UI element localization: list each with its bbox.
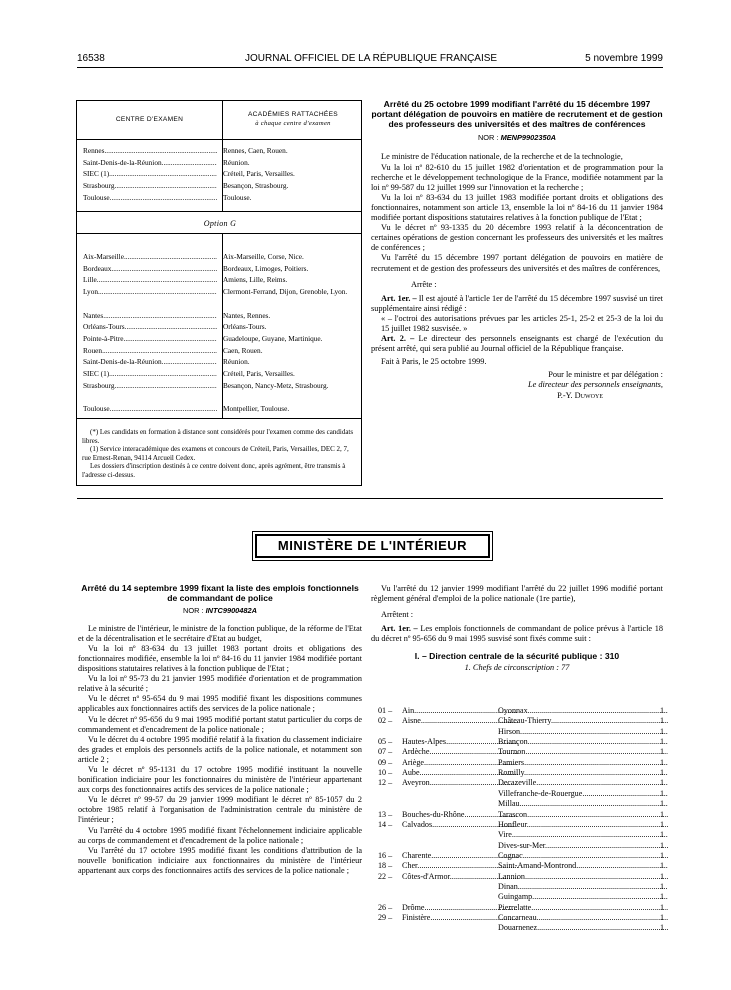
city: Tarascon ..... bbox=[498, 810, 668, 820]
department-number: 09 – bbox=[378, 757, 393, 767]
department-name: Ariège ..... bbox=[402, 758, 518, 768]
exam-centre: Lyon ..... bbox=[83, 287, 217, 297]
option-label: Option G bbox=[203, 219, 237, 228]
arrete-2-paragraph: Vu le décret nº 99-57 du 29 janvier 1999 modifiant le décret nº 85-1057 du 2 octobre 1985 relatif à l'organisation de l'administration centrale du ministère de l'intérieur ; bbox=[78, 795, 362, 825]
exam-centre: Saint-Denis-de-la-Réunion ..... bbox=[83, 357, 217, 367]
post-count: 1 bbox=[659, 881, 664, 891]
department-name: Drôme ..... bbox=[402, 903, 518, 913]
academies: Besançon, Nancy-Metz, Strasbourg. bbox=[223, 380, 329, 390]
table-note-3: Les dossiers d'inscription destinés à ce centre doivent donc, après agrément, être transmis à l'adresse ci-dessus. bbox=[82, 462, 346, 479]
arrete-1 bbox=[371, 100, 663, 401]
post-count: 1 bbox=[659, 913, 664, 922]
arrete-2 bbox=[78, 584, 362, 876]
arrete-1-pour: Pour le ministre et par délégation : bbox=[548, 370, 663, 380]
arrete-2-paragraph: Vu le décret nº 95-1131 du 17 octobre 1995 modifié instituant la nouvelle bonification indiciaire pour les fonctionnaires du ministère de l'intérieur appartenant aux corps des fonctionnaires actifs des services de la police nationale ; bbox=[78, 765, 362, 795]
table-row bbox=[83, 334, 355, 344]
page-header bbox=[77, 53, 663, 68]
table-row bbox=[83, 287, 355, 297]
academies: Réunion. bbox=[223, 357, 250, 367]
exam-centre: Bordeaux ..... bbox=[83, 264, 217, 274]
post-count: 1 bbox=[659, 757, 664, 767]
city: Briançon ..... bbox=[498, 737, 668, 747]
arrete-2-art1-label: Art. 1er. – bbox=[381, 624, 418, 634]
table-row bbox=[83, 311, 355, 321]
page-number: 16538 bbox=[77, 53, 105, 64]
department-name: Aisne ..... bbox=[402, 716, 518, 726]
exam-centre: Pointe-à-Pitre ..... bbox=[83, 334, 217, 344]
academies: Guadeloupe, Guyane, Martinique. bbox=[223, 333, 323, 343]
city: Villefranche-de-Rouergue ..... bbox=[498, 789, 668, 799]
table-row bbox=[83, 369, 355, 379]
ministere-heading: MINISTÈRE DE L'INTÉRIEUR bbox=[255, 534, 490, 558]
exam-centre: Rouen ..... bbox=[83, 346, 217, 356]
post-count: 1 bbox=[659, 840, 664, 850]
department-name: Côtes-d'Armor ..... bbox=[402, 872, 518, 882]
city: Concarneau ..... bbox=[498, 913, 668, 923]
academies: Toulouse. bbox=[223, 192, 252, 202]
arrete-2-paragraph: Vu l'arrêté du 17 octobre 1995 modifié fixant les conditions d'attribution de la nouvelle bonification indiciaire aux fonctionnaires du ministère de l'intérieur appartenant aux corps des fonctionnaires actifs des services de la police nationale ; bbox=[78, 845, 362, 875]
department-name: Ain ..... bbox=[402, 706, 518, 716]
table-row bbox=[83, 264, 355, 274]
table-row bbox=[83, 158, 355, 168]
table-row bbox=[83, 146, 355, 156]
department-number: 29 – bbox=[378, 913, 393, 922]
department-number: 16 – bbox=[378, 850, 393, 860]
department-number: 01 – bbox=[378, 706, 393, 715]
academies: Besançon, Strasbourg. bbox=[223, 181, 289, 191]
arrete-2-paragraph: Vu le décret nº 95-654 du 9 mai 1995 modifié fixant les dispositions communes applicables aux fonctionnaires actifs des services de la police nationale ; bbox=[78, 694, 362, 714]
post-count: 1 bbox=[659, 716, 664, 726]
table-row bbox=[83, 252, 355, 262]
city: Honfleur ..... bbox=[498, 820, 668, 830]
table-row bbox=[83, 357, 355, 367]
department-name: Cher ..... bbox=[402, 861, 518, 871]
exam-centre: Orléans-Tours ..... bbox=[83, 322, 217, 332]
arrete-2-continued bbox=[371, 584, 663, 673]
city: Dinan ..... bbox=[498, 882, 668, 892]
exam-centre: Lille ..... bbox=[83, 275, 217, 285]
department-name: Calvados ..... bbox=[402, 820, 518, 830]
department-number: 18 – bbox=[378, 861, 393, 871]
exam-centre: Strasbourg ..... bbox=[83, 181, 217, 191]
post-count: 1 bbox=[659, 819, 664, 829]
department-name: Aveyron ..... bbox=[402, 778, 518, 788]
arrete-2-nor: NOR : INTC9900482A bbox=[183, 605, 257, 615]
post-count: 1 bbox=[659, 871, 664, 881]
post-count: 1 bbox=[659, 850, 664, 860]
department-number: 13 – bbox=[378, 809, 393, 819]
department-number: 22 – bbox=[378, 871, 393, 881]
department-name: Finistère ..... bbox=[402, 913, 518, 923]
table-note-1: (*) Les candidats en formation à distance sont considérés pour l'examen comme des candidats libres. bbox=[82, 428, 354, 445]
table-row bbox=[83, 322, 355, 332]
section-divider bbox=[77, 498, 663, 499]
arrete-2-section: I. – Direction centrale de la sécurité publique : 310 bbox=[414, 651, 620, 662]
arrete-2-paragraph: Vu le décret du 4 octobre 1995 modifié relatif à la fixation du classement indiciaire des grades et emplois des personnels actifs de la police nationale, et notamment son article 2 ; bbox=[78, 734, 362, 764]
exam-centre: Strasbourg ..... bbox=[83, 381, 217, 391]
exam-centre: SIEC (1) ..... bbox=[83, 169, 217, 179]
exam-centre: Toulouse ..... bbox=[83, 404, 217, 414]
post-count: 1 bbox=[659, 737, 664, 747]
post-count: 1 bbox=[659, 706, 664, 715]
city: Pamiers ..... bbox=[498, 758, 668, 768]
department-name: Bouches-du-Rhône ..... bbox=[402, 810, 518, 820]
arrete-2-right-p1: Vu l'arrêté du 12 janvier 1999 modifiant l'arrêté du 22 juillet 1996 modifié portant règlement général d'emploi de la police nationale (1re partie), bbox=[371, 584, 663, 604]
post-count: 1 bbox=[659, 726, 664, 736]
academies: Créteil, Paris, Versailles. bbox=[223, 169, 295, 179]
table-row bbox=[83, 275, 355, 285]
arrete-1-art2: Le directeur des personnels enseignants est chargé de l'exécution du présent arrêté, qui sera publié au Journal officiel de la République française. bbox=[371, 334, 664, 354]
academies: Bordeaux, Limoges, Poitiers. bbox=[223, 263, 309, 273]
post-count: 1 bbox=[659, 778, 664, 788]
city: Vire ..... bbox=[498, 830, 668, 840]
arrete-1-arrete: Arrête : bbox=[411, 279, 437, 289]
city: Lannion ..... bbox=[498, 872, 668, 882]
arrete-2-paragraph: Vu le décret nº 95-656 du 9 mai 1995 modifié portant statut particulier du corps de commandement et d'encadrement de la police nationale ; bbox=[78, 714, 362, 734]
table-row bbox=[83, 181, 355, 191]
city: Guingamp ..... bbox=[498, 892, 668, 902]
arrete-1-p5: Vu l'arrêté du 15 décembre 1997 portant délégation de pouvoirs en matière de recrutement et de gestion des professeurs des universités et des maîtres de conférences, bbox=[371, 253, 663, 273]
academies: Réunion. bbox=[223, 157, 250, 167]
arrete-1-art2-label: Art. 2. – bbox=[381, 334, 415, 344]
arrete-1-directeur: Le directeur des personnels enseignants, bbox=[528, 380, 663, 390]
post-count: 1 bbox=[659, 892, 664, 902]
city: Millau ..... bbox=[498, 799, 668, 809]
table-row bbox=[83, 381, 355, 391]
arrete-1-nor: NOR : MENP9902350A bbox=[477, 133, 557, 143]
post-count: 1 bbox=[659, 768, 664, 778]
city: Dives-sur-Mer ..... bbox=[498, 841, 668, 851]
academies: Aix-Marseille, Corse, Nice. bbox=[223, 252, 304, 261]
department-number: 05 – bbox=[378, 737, 393, 747]
exam-centre: Toulouse ..... bbox=[83, 193, 217, 203]
city: Oyonnax ..... bbox=[498, 706, 668, 716]
post-count: 1 bbox=[659, 788, 664, 798]
academies: Amiens, Lille, Reims. bbox=[223, 275, 288, 285]
department-number: 14 – bbox=[378, 819, 393, 829]
city: Saint-Amand-Montrond ..... bbox=[498, 861, 668, 871]
post-count: 1 bbox=[659, 799, 664, 809]
arrete-2-paragraph: Vu l'arrêté du 4 octobre 1995 modifié fixant l'échelonnement indiciaire applicable au corps de commandement et d'encadrement de la police nationale ; bbox=[78, 825, 362, 845]
arrete-2-art1: Les emplois fonctionnels de commandant de police prévus à l'article 18 du décret nº 95-656 du 9 mai 1995 susvisé sont fixés comme suit : bbox=[371, 624, 664, 644]
academies: Nantes, Rennes. bbox=[223, 310, 271, 320]
exam-centre: Aix-Marseille ..... bbox=[83, 252, 217, 262]
table-row bbox=[83, 193, 355, 203]
city: Douarnenez ..... bbox=[498, 923, 668, 933]
table-note-2: (1) Service interacadémique des examens et concours de Créteil, Paris, Versailles, DEC 2, 7, rue Ernest-Renan, 94114 Arcueil Cedex. bbox=[82, 445, 349, 462]
post-count: 1 bbox=[659, 861, 664, 871]
academies: Montpellier, Toulouse. bbox=[223, 404, 290, 414]
post-count: 1 bbox=[659, 830, 664, 840]
city: Tournon ..... bbox=[498, 747, 668, 757]
journal-title: JOURNAL OFFICIEL DE LA RÉPUBLIQUE FRANÇAISE bbox=[245, 53, 498, 64]
col-header-academies-sub: à chaque centre d'examen bbox=[255, 120, 331, 127]
post-count: 1 bbox=[659, 747, 664, 757]
post-count: 1 bbox=[659, 902, 664, 912]
arrete-1-art1-label: Art. 1er. – bbox=[381, 293, 417, 303]
city: Decazeville ..... bbox=[498, 778, 668, 788]
department-number: 12 – bbox=[378, 778, 393, 788]
col-header-academies: ACADÉMIES RATTACHÉES bbox=[247, 111, 339, 118]
academies: Orléans-Tours. bbox=[223, 322, 267, 332]
arrete-1-p4: Vu le décret nº 93-1335 du 20 décembre 1993 relatif à la déconcentration de certaines opérations de gestion concernant les professeurs des universités et les maîtres de conférences ; bbox=[371, 223, 663, 253]
exam-centre: Nantes ..... bbox=[83, 311, 217, 321]
exam-centre: Saint-Denis-de-la-Réunion ..... bbox=[83, 158, 217, 168]
department-number: 26 – bbox=[378, 902, 393, 912]
city: Château-Thierry ..... bbox=[498, 716, 668, 726]
academies: Caen, Rouen. bbox=[223, 345, 263, 355]
table-row bbox=[83, 169, 355, 179]
post-count: 1 bbox=[659, 923, 664, 933]
arrete-2-title: Arrêté du 14 septembre 1999 fixant la liste des emplois fonctionnels de commandant de police bbox=[81, 583, 359, 603]
post-count: 1 bbox=[659, 809, 664, 819]
department-name: Aube ..... bbox=[402, 768, 518, 778]
city: Pierrelatte ..... bbox=[498, 903, 668, 913]
academies: Créteil, Paris, Versailles. bbox=[223, 369, 295, 378]
city: Romilly ..... bbox=[498, 768, 668, 778]
arrete-1-art1: Il est ajouté à l'article 1er de l'arrêté du 15 décembre 1997 susvisé un tiret supplémentaire ainsi rédigé : bbox=[371, 293, 663, 313]
academies: Rennes, Caen, Rouen. bbox=[223, 146, 288, 155]
department-name: Charente ..... bbox=[402, 851, 518, 861]
department-name: Ardèche ..... bbox=[402, 747, 518, 757]
arrete-1-fait: Fait à Paris, le 25 octobre 1999. bbox=[381, 357, 487, 367]
exam-centre: Rennes ..... bbox=[83, 146, 217, 156]
department-name: Hautes-Alpes ..... bbox=[402, 737, 518, 747]
arrete-2-paragraph: Le ministre de l'intérieur, le ministre de la fonction publique, de la réforme de l'Etat et de la décentralisation et le secrétaire d'Etat au budget, bbox=[78, 623, 362, 643]
col-header-centre: CENTRE D'EXAMEN bbox=[115, 116, 184, 123]
arrete-1-p2: Vu la loi nº 82-610 du 15 juillet 1982 d'orientation et de programmation pour la recherche et le développement technologique de la France, modifiée notamment par la loi nº 99-587 du 12 juillet 1999 sur l'innovation et la recherche ; bbox=[371, 162, 663, 192]
arrete-1-signature: P.-Y. Duwoye bbox=[557, 390, 603, 400]
city: Hirson ..... bbox=[498, 727, 668, 737]
arrete-1-p3: Vu la loi nº 83-634 du 13 juillet 1983 modifiée portant droits et obligations des fonctionnaires, notamment son article 13, ensemble la loi nº 84-16 du 11 janvier 1984 modifiée portant dispositions statutaires relatives à la fonction publique de l'Etat ; bbox=[371, 192, 663, 223]
arrete-2-arretent: Arrêtent : bbox=[381, 610, 414, 620]
academies: Clermont-Ferrand, Dijon, Grenoble, Lyon. bbox=[223, 287, 348, 297]
arrete-1-art1-quote: « – l'octroi des autorisations prévues par les articles 25-1, 25-2 et 25-3 de la loi du 15 juillet 1982 susvisée. » bbox=[381, 313, 663, 333]
department-number: 10 – bbox=[378, 768, 393, 778]
exam-centre: SIEC (1) ..... bbox=[83, 369, 217, 379]
table-row bbox=[83, 346, 355, 356]
exam-centres-table bbox=[76, 100, 362, 486]
arrete-1-title: Arrêté du 25 octobre 1999 modifiant l'arrêté du 15 décembre 1997 portant délégation de pouvoirs en matière de recrutement et de gestion des professeurs des universités et des maîtres de conférences bbox=[371, 99, 663, 129]
issue-date: 5 novembre 1999 bbox=[585, 53, 663, 64]
department-number: 07 – bbox=[378, 747, 393, 757]
table-row bbox=[83, 404, 355, 414]
department-number: 02 – bbox=[378, 716, 393, 726]
arrete-2-paragraph: Vu la loi nº 83-634 du 13 juillet 1983 portant droits et obligations des fonctionnaires modifiée, ensemble la loi nº 84-16 du 11 janvier 1984 modifiée portant dispositions statutaires relatives à la fonction publique de l'Etat ; bbox=[78, 643, 362, 674]
arrete-2-subsection: 1. Chefs de circonscription : 77 bbox=[464, 663, 570, 673]
arrete-1-p1: Le ministre de l'éducation nationale, de la recherche et de la technologie, bbox=[381, 152, 623, 162]
city: Cognac ..... bbox=[498, 851, 668, 861]
arrete-2-paragraph: Vu la loi nº 95-73 du 21 janvier 1995 modifiée d'orientation et de programmation relative à la sécurité ; bbox=[78, 674, 362, 694]
